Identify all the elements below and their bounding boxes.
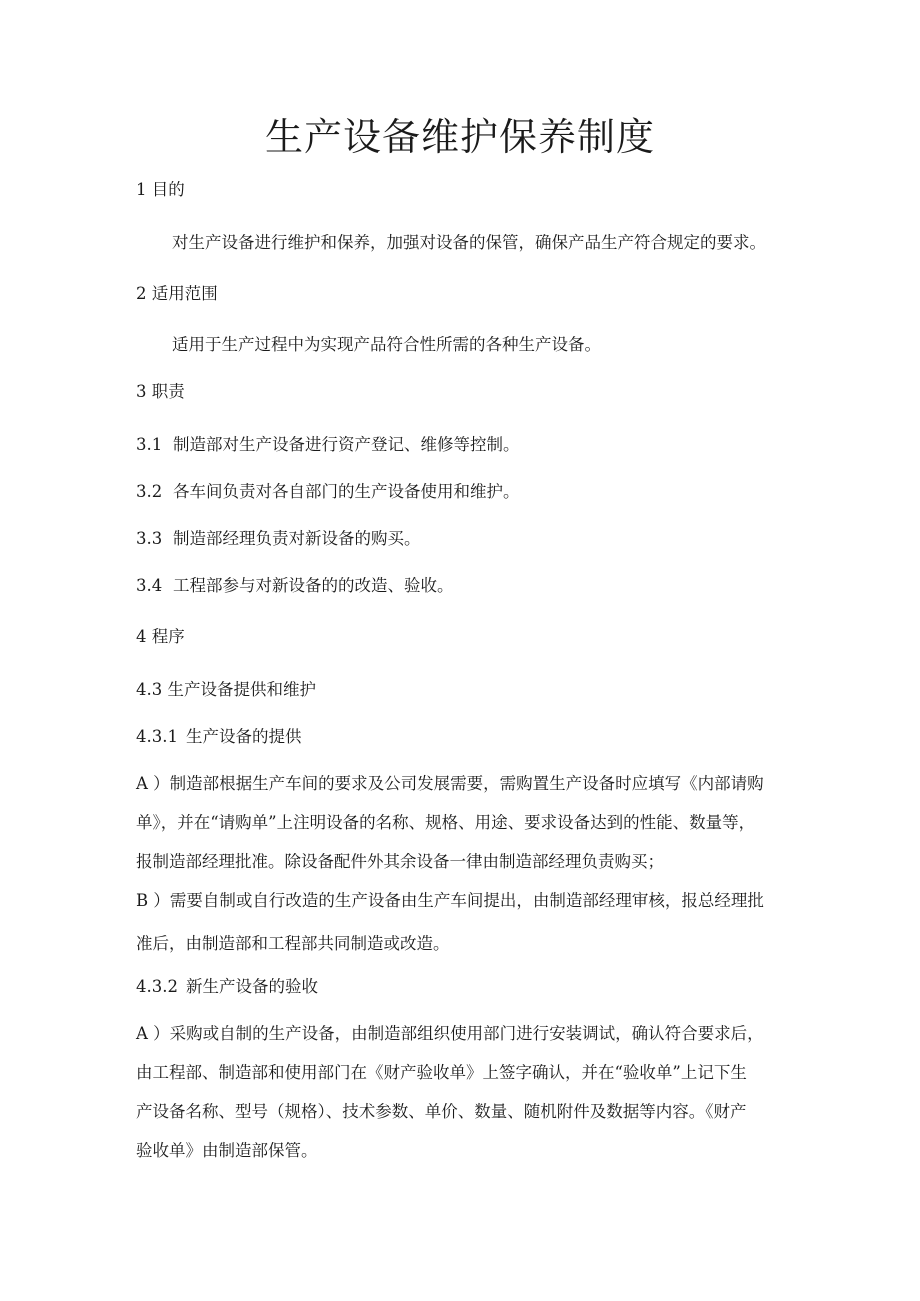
paragraph-line: A ）制造部根据生产车间的要求及公司发展需要，需购置生产设备时应填写《内部请购 bbox=[136, 774, 764, 793]
responsibility-item bbox=[136, 527, 421, 551]
item-text: 制造部经理负责对新设备的购买。 bbox=[173, 529, 421, 548]
section-heading-responsibilities: 3 职责 bbox=[136, 382, 185, 401]
paragraph-line: 验收单》由制造部保管。 bbox=[136, 1141, 318, 1160]
responsibility-item bbox=[136, 480, 520, 504]
subsection-title: 新生产设备的验收 bbox=[186, 977, 318, 996]
item-number: 3.1 bbox=[136, 435, 163, 454]
item-text: 工程部参与对新设备的的改造、验收。 bbox=[173, 576, 454, 595]
paragraph-line: 准后，由制造部和工程部共同制造或改造。 bbox=[136, 934, 450, 953]
responsibility-item bbox=[136, 574, 454, 598]
section-text-scope: 适用于生产过程中为实现产品符合性所需的各种生产设备。 bbox=[172, 335, 601, 354]
section-heading-scope: 2 适用范围 bbox=[136, 284, 218, 303]
item-text: 各车间负责对各自部门的生产设备使用和维护。 bbox=[173, 482, 520, 501]
section-text-purpose: 对生产设备进行维护和保养，加强对设备的保管，确保产品生产符合规定的要求。 bbox=[172, 233, 766, 252]
paragraph-line: 报制造部经理批准。除设备配件外其余设备一律由制造部经理负责购买； bbox=[136, 852, 664, 871]
subsection-number: 4.3.2 bbox=[136, 977, 178, 996]
document-title: 生产设备维护保养制度 bbox=[264, 115, 655, 159]
paragraph-line: 由工程部、制造部和使用部门在《财产验收单》上签字确认，并在“验收单”上记下生 bbox=[136, 1063, 747, 1082]
paragraph-line: 单》，并在“请购单”上注明设备的名称、规格、用途、要求设备达到的性能、数量等， bbox=[136, 813, 756, 832]
responsibility-item bbox=[136, 433, 520, 457]
subsection-number: 4.3.1 bbox=[136, 727, 178, 746]
section-heading-procedure: 4 程序 bbox=[136, 627, 185, 646]
section-heading-purpose: 1 目的 bbox=[136, 180, 185, 199]
item-number: 3.4 bbox=[136, 576, 163, 595]
subsection-heading-acceptance bbox=[136, 975, 318, 999]
item-text: 制造部对生产设备进行资产登记、维修等控制。 bbox=[173, 435, 520, 454]
paragraph-line: A ）采购或自制的生产设备，由制造部组织使用部门进行安装调试，确认符合要求后， bbox=[136, 1024, 764, 1043]
paragraph-line: 产设备名称、型号（规格）、技术参数、单价、数量、随机附件及数据等内容。《财产 bbox=[136, 1102, 747, 1121]
subsection-heading: 4.3 生产设备提供和维护 bbox=[136, 680, 316, 699]
subsection-heading-provision bbox=[136, 725, 302, 749]
item-number: 3.2 bbox=[136, 482, 163, 501]
paragraph-line: B ）需要自制或自行改造的生产设备由生产车间提出，由制造部经理审核，报总经理批 bbox=[136, 891, 764, 910]
subsection-title: 生产设备的提供 bbox=[186, 727, 302, 746]
item-number: 3.3 bbox=[136, 529, 163, 548]
